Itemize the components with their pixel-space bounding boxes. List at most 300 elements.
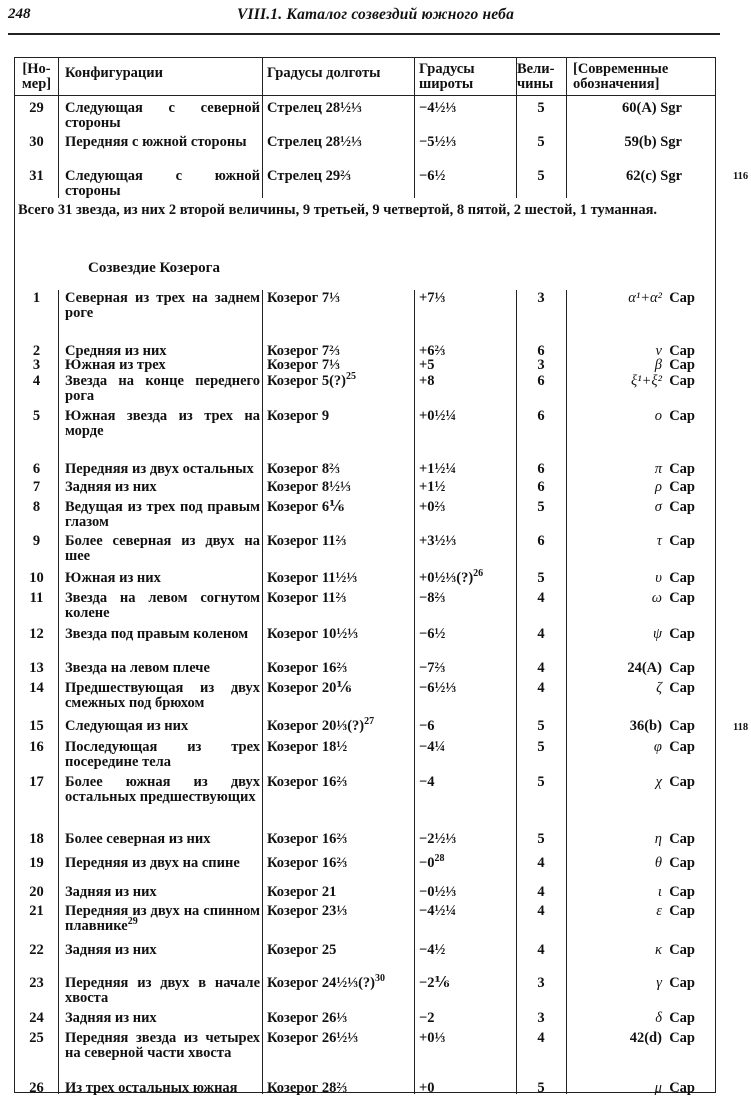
latitude-text: +1½ [419,479,446,495]
row-configuration [65,480,260,495]
constellation-abbr: Cap [669,590,695,606]
row-configuration [65,571,260,586]
row-latitude [419,591,514,606]
constellation-abbr: Cap [669,884,695,900]
col-divider [414,290,415,1094]
constellation-abbr: Cap [669,479,695,495]
row-configuration [65,500,260,530]
constellation-abbr: Cap [669,343,695,359]
row-latitude [419,534,514,549]
constellation-abbr: Cap [669,499,695,515]
designation-prefix: ω [651,590,662,606]
row-number: 1 [32,290,41,306]
header-longitude: Градусы долготы [267,65,381,81]
row-modern [567,500,695,515]
longitude-text: Козерог 25 [267,942,337,958]
row-number: 7 [32,479,41,495]
row-longitude [267,591,412,606]
col-divider [262,58,263,198]
latitude-text: −6½⅓ [419,680,457,696]
longitude-text: Козерог 20⅙ [267,680,352,696]
row-magnitude: 5 [537,1080,545,1096]
header-magnitude-line2: чины [517,76,554,92]
row-number: 29 [29,100,44,116]
designation-prefix: ρ [654,479,662,495]
row-modern [567,627,695,642]
row-configuration [65,291,260,321]
configuration-text: Северная из трех на заднем роге [65,290,260,321]
row-number: 12 [29,626,44,642]
latitude-text: −4¼ [419,739,446,755]
row-modern [567,1081,695,1096]
row-latitude [419,627,514,642]
row-modern: 62(c) Sgr [626,168,682,184]
row-latitude [419,358,514,373]
row-latitude [419,568,514,586]
row-modern [567,719,695,734]
header-latitude-line1: Градусы [419,61,475,77]
designation-prefix: θ [654,855,662,871]
constellation-abbr: Cap [669,1080,695,1096]
col-divider [58,290,59,1094]
configuration-text: Передняя из двух в начале хвоста [65,975,260,1006]
configuration-text: Задняя из них [65,1010,157,1026]
row-latitude [419,480,514,495]
row-magnitude: 3 [537,357,545,373]
row-modern [567,681,695,696]
constellation-abbr: Cap [669,855,695,871]
designation-prefix: β [654,357,662,373]
row-magnitude: 3 [537,1010,545,1026]
row-modern [567,775,695,790]
row-magnitude: 4 [537,942,545,958]
row-number: 14 [29,680,44,696]
longitude-text: Козерог 6⅙ [267,499,345,515]
row-modern [567,832,695,847]
row-magnitude: 6 [537,479,545,495]
row-configuration [65,1031,260,1061]
row-latitude [419,681,514,696]
margin-note: 116 [733,171,749,182]
designation-prefix: 24(A) [627,660,662,676]
latitude-text: −4 [419,774,435,790]
configuration-text: Южная из них [65,570,161,586]
row-modern [567,291,695,306]
row-longitude [267,832,412,847]
constellation-abbr: Cap [669,290,695,306]
constellation-abbr: Cap [669,570,695,586]
header-number-line1: [Но- [22,61,51,77]
row-longitude [267,740,412,755]
row-latitude [419,1031,514,1046]
constellation-abbr: Cap [669,774,695,790]
latitude-text: −2½⅓ [419,831,457,847]
footnote-ref: 29 [127,916,138,928]
configuration-text: Последующая из трех посередине тела [65,739,260,770]
row-number: 19 [29,855,44,871]
configuration-text: Передняя из двух на спинном плавнике [65,903,260,934]
row-magnitude: 5 [537,718,545,734]
row-longitude: Стрелец 28½⅓ [267,100,362,116]
header-magnitude [517,62,567,92]
row-longitude [267,627,412,642]
configuration-text: Ведущая из трех под правым глазом [65,499,260,530]
longitude-text: Козерог 21 [267,884,337,900]
row-number: 26 [29,1080,44,1096]
longitude-text: Козерог 26½⅓ [267,1030,359,1046]
row-latitude [419,853,514,871]
latitude-text: +0⅔ [419,499,446,515]
footnote-ref: 28 [434,853,445,865]
row-latitude [419,1011,514,1026]
row-longitude [267,462,412,477]
col-divider [414,58,415,198]
longitude-text: Козерог 7⅔ [267,343,340,359]
row-number: 21 [29,903,44,919]
row-magnitude: 4 [537,884,545,900]
latitude-text: −6 [419,718,435,734]
row-modern [567,480,695,495]
row-modern [567,904,695,919]
configuration-text: Задняя из них [65,884,157,900]
row-magnitude: 6 [537,408,545,424]
configuration-text: Южная звезда из трех на морде [65,408,260,439]
configuration-text: Более северная из них [65,831,211,847]
row-latitude [419,885,514,900]
row-longitude [267,681,412,696]
row-magnitude: 4 [537,660,545,676]
row-number: 4 [32,373,41,389]
configuration-text: Звезда под правым коленом [65,626,249,642]
header-modern [573,62,713,92]
row-latitude: −6½ [419,168,446,184]
row-modern: 59(b) Sgr [624,134,682,150]
longitude-text: Козерог 9 [267,408,330,424]
row-modern [567,661,695,676]
designation-prefix: κ [654,942,662,958]
row-latitude [419,943,514,958]
configuration-text: Более южная из двух остальных предшествующих [65,774,260,805]
latitude-text: +0½¼ [419,408,457,424]
row-magnitude: 3 [537,975,545,991]
row-latitude [419,291,514,306]
constellation-abbr: Cap [669,461,695,477]
constellation-abbr: Cap [669,831,695,847]
designation-prefix: ο [654,408,662,424]
latitude-text: −4½¼ [419,903,457,919]
col-divider [58,58,59,198]
row-configuration: Следующая с южной стороны [65,168,260,199]
row-configuration [65,904,260,934]
row-number: 6 [32,461,41,477]
row-modern [567,358,695,373]
longitude-text: Козерог 18½ [267,739,348,755]
constellation-abbr: Cap [669,1030,695,1046]
designation-prefix: 36(b) [629,718,662,734]
configuration-text: Звезда на левом плече [65,660,210,676]
row-magnitude: 4 [537,1030,545,1046]
designation-prefix: υ [655,570,662,586]
row-magnitude: 5 [537,739,545,755]
row-latitude [419,904,514,919]
row-longitude [267,716,412,734]
row-configuration [65,740,260,770]
header-configuration: Конфигурации [65,65,163,81]
header-magnitude-line1: Вели- [517,61,555,77]
row-configuration [65,358,260,373]
designation-prefix: σ [654,499,662,515]
row-configuration [65,374,260,404]
row-number: 16 [29,739,44,755]
configuration-text: Передняя из двух остальных [65,461,254,477]
row-latitude [419,409,514,424]
row-modern [567,534,695,549]
configuration-text: Задняя из них [65,479,157,495]
row-number: 23 [29,975,44,991]
row-longitude [267,500,412,515]
designation-prefix: μ [654,1080,662,1096]
row-number: 11 [29,590,44,606]
longitude-text: Козерог 28⅔ [267,1080,348,1096]
row-latitude [419,832,514,847]
constellation-abbr: Cap [669,1010,695,1026]
row-configuration [65,832,260,847]
row-latitude [419,374,514,389]
row-magnitude: 4 [537,626,545,642]
row-magnitude: 4 [537,855,545,871]
latitude-text: −4½ [419,942,446,958]
row-longitude: Стрелец 28½⅓ [267,134,362,150]
designation-prefix: ψ [652,626,662,642]
latitude-text: −0 [419,855,435,871]
constellation-abbr: Cap [669,739,695,755]
row-number: 31 [29,168,44,184]
row-longitude [267,409,412,424]
row-latitude [419,719,514,734]
longitude-text: Козерог 11½⅓ [267,570,358,586]
row-magnitude: 5 [537,570,545,586]
row-configuration [65,1011,260,1026]
configuration-text: Передняя из двух на спине [65,855,240,871]
row-configuration [65,775,260,805]
row-magnitude: 5 [537,100,545,116]
row-magnitude: 4 [537,590,545,606]
latitude-text: +7⅓ [419,290,446,306]
designation-prefix: ζ [656,680,662,696]
longitude-text: Козерог 8⅔ [267,461,340,477]
footnote-ref: 27 [364,716,375,728]
designation-prefix: π [654,461,662,477]
latitude-text: +5 [419,357,435,373]
configuration-text: Южная из трех [65,357,166,373]
row-longitude [267,885,412,900]
header-latitude [419,62,514,92]
latitude-text: +0 [419,1080,435,1096]
row-latitude [419,775,514,790]
designation-prefix: ι [657,884,662,900]
longitude-text: Козерог 7⅓ [267,290,340,306]
row-configuration [65,885,260,900]
row-latitude: −5½⅓ [419,134,457,150]
longitude-text: Козерог 10½⅓ [267,626,359,642]
row-configuration [65,534,260,564]
row-magnitude: 5 [537,774,545,790]
row-configuration: Передняя с южной стороны [65,134,247,150]
running-head [0,0,751,40]
header-separator [15,95,715,96]
longitude-text: Козерог 16⅔ [267,831,348,847]
row-longitude [267,1081,412,1096]
constellation-abbr: Cap [669,357,695,373]
row-configuration [65,976,260,1006]
row-latitude [419,661,514,676]
row-longitude [267,1031,412,1046]
longitude-text: Козерог 8½⅓ [267,479,351,495]
row-modern [567,1031,695,1046]
configuration-text: Предшествующая из двух смежных под брюхом [65,680,260,711]
latitude-text: −7⅔ [419,660,446,676]
row-configuration [65,409,260,439]
running-title: VIII.1. Каталог созвездий южного неба [236,6,515,23]
row-configuration [65,943,260,958]
constellation-abbr: Cap [669,533,695,549]
longitude-text: Козерог 7⅓ [267,357,340,373]
row-configuration [65,681,260,711]
row-magnitude: 6 [537,533,545,549]
configuration-text: Задняя из них [65,942,157,958]
latitude-text: −6½ [419,626,446,642]
row-longitude: Стрелец 29⅔ [267,168,352,184]
latitude-text: −2⅙ [419,975,450,991]
longitude-text: Козерог 26⅓ [267,1010,348,1026]
constellation-abbr: Cap [669,373,695,389]
constellation-abbr: Cap [669,975,695,991]
latitude-text: −2 [419,1010,435,1026]
configuration-text: Передняя звезда из четырех на северной части хвоста [65,1030,260,1061]
row-modern: 60(A) Sgr [621,100,682,116]
row-modern [567,462,695,477]
latitude-text: +1½¼ [419,461,457,477]
row-configuration [65,719,260,734]
row-number: 30 [29,134,44,150]
row-modern [567,374,695,389]
row-longitude [267,371,412,389]
designation-prefix: α¹+α² [628,290,662,306]
row-longitude [267,358,412,373]
row-longitude [267,571,412,586]
constellation-abbr: Cap [669,903,695,919]
header-rule [8,33,720,35]
row-latitude [419,500,514,515]
configuration-text: Более северная из двух на шее [65,533,260,564]
row-modern [567,943,695,958]
designation-prefix: χ [655,774,662,790]
row-modern [567,571,695,586]
header-number [15,62,58,92]
longitude-text: Козерог 11⅔ [267,533,347,549]
row-number: 13 [29,660,44,676]
designation-prefix: ξ¹+ξ² [631,373,662,389]
longitude-text: Козерог 11⅔ [267,590,347,606]
footnote-ref: 30 [375,973,385,985]
row-longitude [267,973,412,991]
row-magnitude: 5 [537,134,545,150]
row-modern [567,591,695,606]
row-number: 15 [29,718,44,734]
row-magnitude: 4 [537,903,545,919]
row-magnitude: 5 [537,499,545,515]
row-latitude [419,740,514,755]
latitude-text: −0½⅓ [419,884,457,900]
header-modern-line2: обозначения] [573,76,660,92]
row-longitude [267,291,412,306]
row-number: 3 [32,357,41,373]
row-modern [567,856,695,871]
designation-prefix: δ [655,1010,662,1026]
longitude-text: Козерог 23⅓ [267,903,348,919]
designation-prefix: ν [655,343,662,359]
row-number: 22 [29,942,44,958]
constellation-summary: Всего 31 звезда, из них 2 второй величины, 9 третьей, 9 четвертой, 8 пятой, 2 шестой, 1 туманная. [18,202,658,218]
designation-prefix: ε [656,903,662,919]
row-longitude [267,775,412,790]
designation-prefix: γ [656,975,662,991]
configuration-text: Следующая из них [65,718,189,734]
row-configuration: Следующая с северной стороны [65,100,260,131]
latitude-text: +6⅔ [419,343,446,359]
margin-note: 118 [733,722,749,733]
longitude-text: Козерог 20⅓(?) [267,718,365,734]
designation-prefix: τ [656,533,662,549]
latitude-text: +3½⅓ [419,533,457,549]
designation-prefix: 42(d) [629,1030,662,1046]
row-magnitude: 6 [537,461,545,477]
constellation-abbr: Cap [669,942,695,958]
designation-prefix: η [654,831,662,847]
row-longitude [267,856,412,871]
page-number: 248 [8,6,31,22]
row-configuration [65,1081,260,1096]
longitude-text: Козерог 5(?) [267,373,346,389]
row-latitude [419,462,514,477]
row-modern [567,976,695,991]
row-magnitude: 5 [537,831,545,847]
row-magnitude: 6 [537,373,545,389]
constellation-abbr: Cap [669,408,695,424]
header-number-line2: мер] [21,76,52,92]
configuration-text: Звезда на левом согнутом колене [65,590,260,621]
constellation-abbr: Cap [669,680,695,696]
row-modern [567,409,695,424]
constellation-abbr: Cap [669,660,695,676]
configuration-text: Звезда на конце переднего рога [65,373,260,404]
row-magnitude: 4 [537,680,545,696]
designation-prefix: φ [653,739,662,755]
row-configuration [65,627,260,642]
row-number: 18 [29,831,44,847]
row-configuration [65,856,260,871]
row-longitude [267,1011,412,1026]
latitude-text: +8 [419,373,435,389]
longitude-text: Козерог 16⅔ [267,660,348,676]
latitude-text: −8⅔ [419,590,446,606]
row-number: 2 [32,343,41,359]
longitude-text: Козерог 16⅔ [267,855,348,871]
row-number: 5 [32,408,41,424]
row-longitude [267,904,412,919]
row-number: 20 [29,884,44,900]
row-longitude [267,480,412,495]
